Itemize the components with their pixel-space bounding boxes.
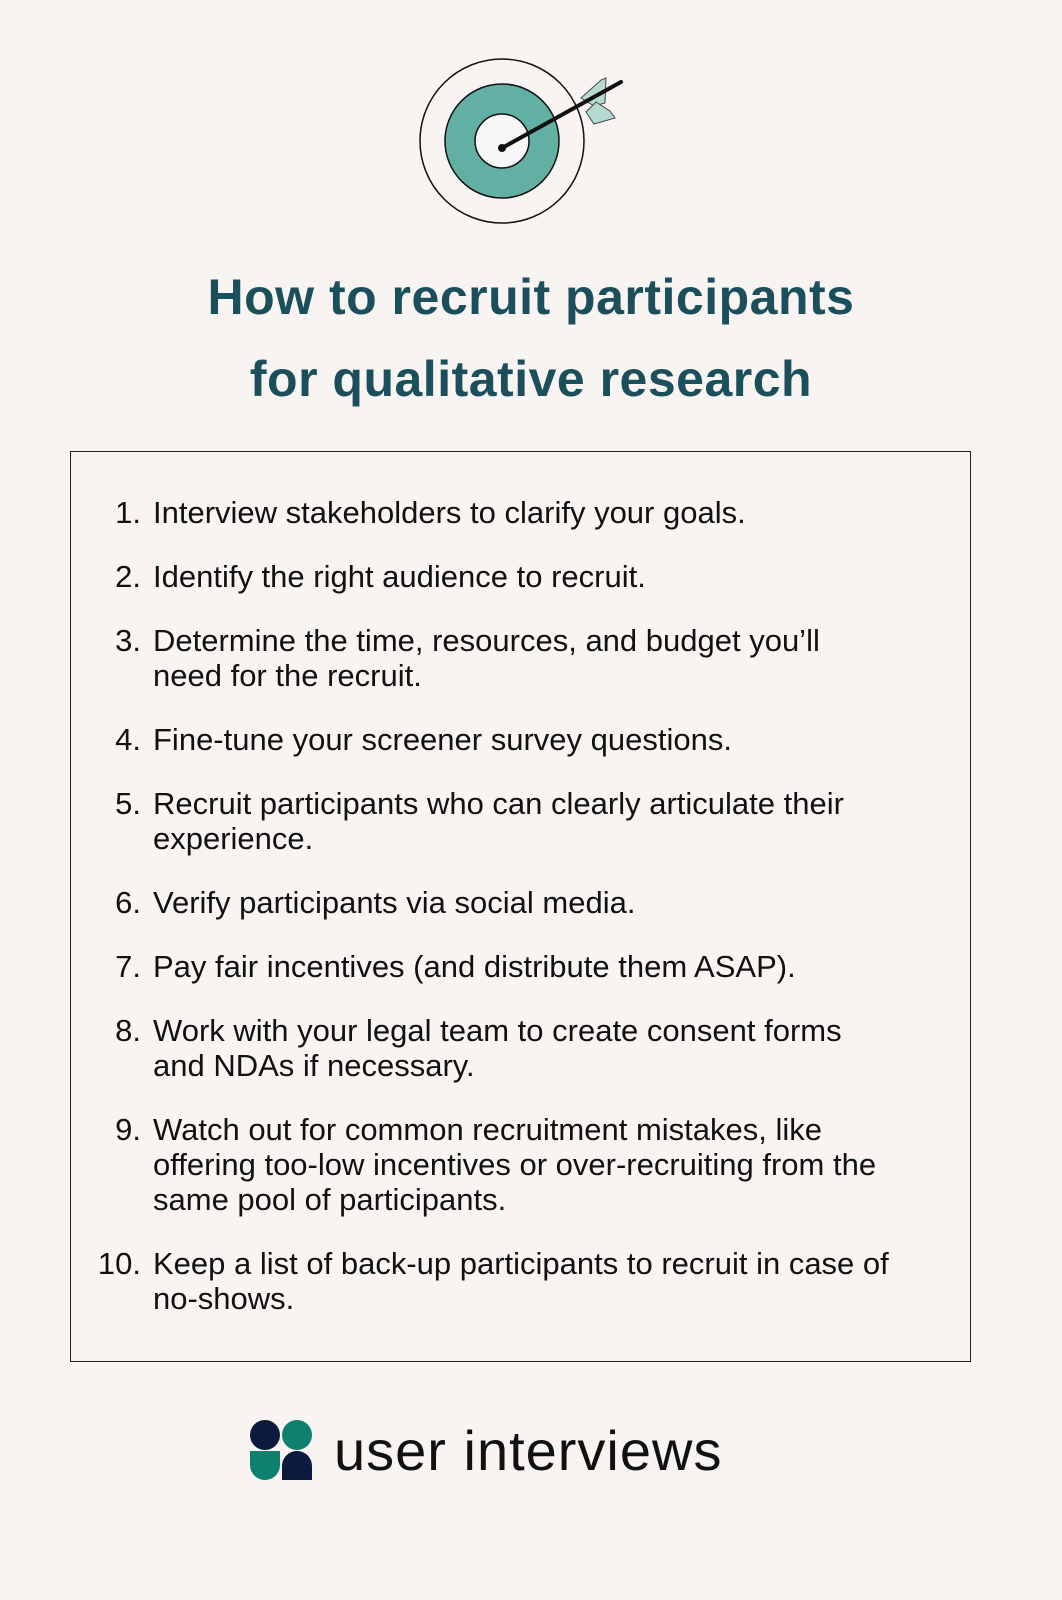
- step-text: Watch out for common recruitment mistakes, like offering too-low incentives or over-recruiting from the same pool of participants.: [153, 1112, 877, 1217]
- list-item: [71, 722, 970, 757]
- list-item: [71, 949, 970, 984]
- step-number: 3.: [115, 623, 141, 658]
- step-text: Work with your legal team to create consent forms and NDAs if necessary.: [153, 1013, 842, 1083]
- steps-box: [70, 451, 971, 1362]
- step-number: 6.: [115, 885, 141, 920]
- step-text: Recruit participants who can clearly articulate their experience.: [153, 786, 844, 856]
- list-item: [71, 1013, 970, 1083]
- list-item: [71, 1112, 970, 1217]
- step-number: 9.: [115, 1112, 141, 1147]
- list-item: [71, 559, 970, 594]
- step-text: Identify the right audience to recruit.: [153, 559, 646, 594]
- list-item: [71, 623, 970, 693]
- list-item: [71, 885, 970, 920]
- step-number: 4.: [115, 722, 141, 757]
- target-arrow-icon: [418, 58, 628, 228]
- brand-name: user interviews: [334, 1419, 723, 1482]
- step-text: Pay fair incentives (and distribute them ASAP).: [153, 949, 796, 984]
- step-text: Determine the time, resources, and budget you’ll need for the recruit.: [153, 623, 820, 693]
- list-item: [71, 495, 970, 530]
- list-item: [71, 1246, 970, 1316]
- step-number: 5.: [115, 786, 141, 821]
- steps-list: [71, 495, 970, 1345]
- page-title-line-2: for qualitative research: [249, 351, 813, 407]
- step-number: 8.: [115, 1013, 141, 1048]
- page-title-line-1: How to recruit participants: [207, 269, 855, 325]
- step-text: Fine-tune your screener survey questions.: [153, 722, 732, 757]
- step-number: 2.: [115, 559, 141, 594]
- step-number: 7.: [115, 949, 141, 984]
- step-text: Keep a list of back-up participants to recruit in case of no-shows.: [153, 1246, 889, 1316]
- step-number: 1.: [115, 495, 141, 530]
- user-interviews-logo-icon: [250, 1420, 314, 1480]
- list-item: [71, 786, 970, 856]
- step-text: Interview stakeholders to clarify your goals.: [153, 495, 746, 530]
- step-text: Verify participants via social media.: [153, 885, 636, 920]
- step-number: 10.: [97, 1246, 141, 1281]
